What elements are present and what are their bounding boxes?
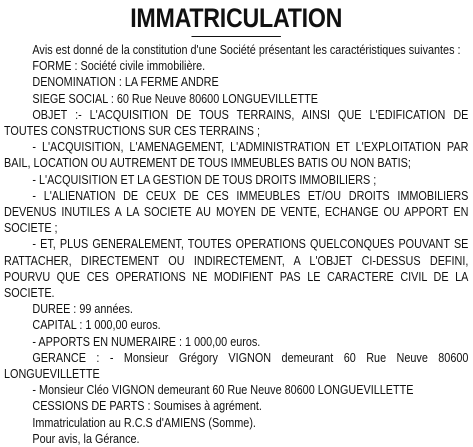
objet-item-gestion: - L'ACQUISITION ET LA GESTION DE TOUS DROITS IMMOBILIERS ; xyxy=(32,172,377,187)
objet-item-operations: - ET, PLUS GENERALEMENT, TOUTES OPERATIONS QUELCONQUES POUVANT SE RATTACHER, DIRECTEMENT OU INDIRECTEMENT, A L'OBJET CI-DESSUS DEFINI, POURVU QUE CES OPERATIONS NE MODIFIENT PAS LE CARACTERE CIVIL DE LA SOCIETE. xyxy=(4,237,469,301)
gerance-second-manager: - Monsieur Cléo VIGNON demeurant 60 Rue Neuve 80600 LONGUEVILLETTE xyxy=(32,383,414,398)
notice-title: IMMATRICULATION xyxy=(130,3,343,33)
immatriculation-line: Immatriculation au R.C.S d'AMIENS (Somme). xyxy=(32,415,256,430)
apports-line: - APPORTS EN NUMERAIRE : 1 000,00 euros. xyxy=(32,334,261,349)
title-underline xyxy=(191,36,280,37)
forme-line: FORME : Société civile immobilière. xyxy=(32,59,206,74)
signature-line: Pour avis, la Gérance. xyxy=(32,431,140,446)
cessions-line: CESSIONS DE PARTS : Soumises à agrément. xyxy=(32,399,262,414)
intro-paragraph: Avis est donné de la constitution d'une Société présentant les caractéristiques suivantes : xyxy=(32,43,461,57)
gerance-paragraph: GERANCE : - Monsieur Grégory VIGNON demeurant 60 Rue Neuve 80600 LONGUEVILLETTE xyxy=(4,350,469,382)
denomination-line: DENOMINATION : LA FERME ANDRE xyxy=(32,75,219,90)
objet-item-alienation: - L'ALIENATION DE CEUX DE CES IMMEUBLES ET/OU DROITS IMMOBILIERS DEVENUS INUTILES A LA SOCIETE AU MOYEN DE VENTE, ECHANGE OU APPORT EN SOCIETE ; xyxy=(4,188,469,236)
capital-line: CAPITAL : 1 000,00 euros. xyxy=(32,318,161,333)
legal-notice xyxy=(4,0,468,447)
objet-paragraph: OBJET :- L'ACQUISITION DE TOUS TERRAINS, AINSI QUE L'EDIFICATION DE TOUTES CONSTRUCTIONS SUR CES TERRAINS ; xyxy=(4,107,469,139)
duree-line: DUREE : 99 années. xyxy=(32,302,133,317)
objet-item-exploitation: - L'ACQUISITION, L'AMENAGEMENT, L'ADMINISTRATION ET L'EXPLOITATION PAR BAIL, LOCATION OU AUTREMENT DE TOUS IMMEUBLES BATIS OU NON BATIS; xyxy=(4,140,469,171)
siege-social-line: SIEGE SOCIAL : 60 Rue Neuve 80600 LONGUEVILLETTE xyxy=(32,91,318,106)
